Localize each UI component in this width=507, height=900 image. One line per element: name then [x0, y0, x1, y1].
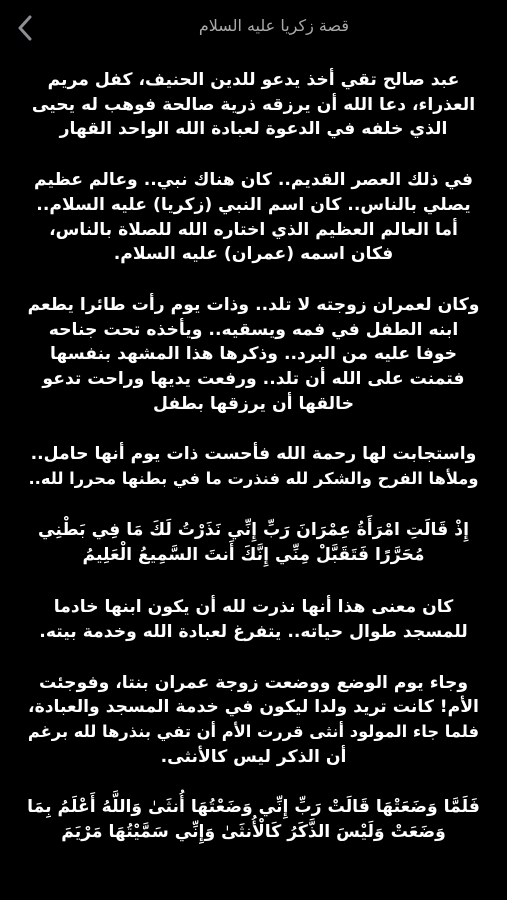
back-button[interactable] — [10, 12, 40, 44]
paragraph-vow-meaning — [26, 595, 481, 644]
text-line: عبد صالح تقي أخذ يدعو للدين الحنيف، كفل مريم — [47, 70, 460, 90]
text-line: الذي خلفه في الدعوة لعبادة الله الواحد القهار — [59, 119, 448, 140]
text-line: واستجابت لها رحمة الله فأحست ذات يوم أنها حامل.. — [30, 444, 477, 465]
text-line: خوفا عليه من البرد.. وذكرها هذا المشهد بنفسها — [49, 344, 458, 365]
text-line: وملأها الفرح والشكر لله فنذرت ما في بطنها محررا لله.. — [28, 469, 479, 489]
paragraph-zakariya-imran — [26, 168, 481, 267]
paragraph-pregnancy — [26, 442, 481, 491]
text-line: وكان لعمران زوجته لا تلد.. وذات يوم رأت طائرا يطعم — [27, 294, 480, 315]
quran-verse-vow — [26, 518, 481, 567]
verse-line: إِذْ قَالَتِ امْرَأَةُ عِمْرَانَ رَبِّ إِنِّي نَذَرْتُ لَكَ مَا فِي بَطْنِي — [38, 519, 469, 540]
text-line: فكان اسمه (عمران) عليه السلام. — [113, 244, 394, 265]
paragraph-imran-wife — [26, 293, 481, 417]
page-title: قصة زكريا عليه السلام — [198, 16, 349, 35]
text-line: في ذلك العصر القديم.. كان هناك نبي.. وعالم عظيم — [33, 170, 474, 191]
quran-verse-birth — [26, 795, 481, 844]
verse-line: مُحَرَّرًا فَتَقَبَّلْ مِنِّي إِنَّكَ أَنتَ السَّمِيعُ الْعَلِيمُ — [82, 544, 425, 565]
story-text — [26, 68, 481, 873]
text-line: الأم! كانت تريد ولدا ليكون في خدمة المسجد والعبادة، — [28, 697, 479, 718]
text-line: العذراء، دعا الله أن يرزقه ذرية صالحة فوهب له يحيى — [31, 94, 476, 115]
text-line: خالقها أن يرزقها بطفل — [153, 393, 354, 414]
verse-line: وَضَعَتْ وَلَيْسَ الذَّكَرُ كَالْأُنثَىٰ وَإِنِّي سَمَّيْتُهَا مَرْيَمَ — [61, 822, 446, 843]
text-line: وجاء يوم الوضع ووضعت زوجة عمران بنتا، وفوجئت — [38, 672, 469, 693]
text-line: للمسجد طوال حياته.. يتفرغ لعبادة الله وخدمة بيته. — [39, 621, 468, 642]
text-line: ابنه الطفل في فمه ويسقيه.. ويأخذه تحت جناحه — [48, 319, 459, 340]
paragraph-intro — [26, 68, 481, 142]
text-line: أن الذكر ليس كالأنثى. — [160, 746, 347, 767]
paragraph-birth — [26, 671, 481, 770]
text-line: فتمنت على الله أن تلد.. ورفعت يديها وراحت تدعو — [42, 369, 465, 390]
text-line: فلما جاء المولود أنثى قررت الأم أن تفي بنذرها لله برغم — [27, 722, 480, 742]
text-line: كان معنى هذا أنها نذرت لله أن يكون ابنها خادما — [53, 597, 454, 618]
text-line: يصلي بالناس.. كان اسم النبي (زكريا) عليه السلام.. — [36, 194, 471, 215]
chevron-left-icon — [17, 15, 33, 41]
navigation-bar — [0, 0, 507, 56]
verse-line: فَلَمَّا وَضَعَتْهَا قَالَتْ رَبِّ إِنِّي وَضَعْتُهَا أُنثَىٰ وَاللَّهُ أَعْلَمُ بِمَا — [27, 797, 480, 818]
text-line: أما العالم العظيم الذي اختاره الله للصلاة بالناس، — [49, 219, 458, 240]
